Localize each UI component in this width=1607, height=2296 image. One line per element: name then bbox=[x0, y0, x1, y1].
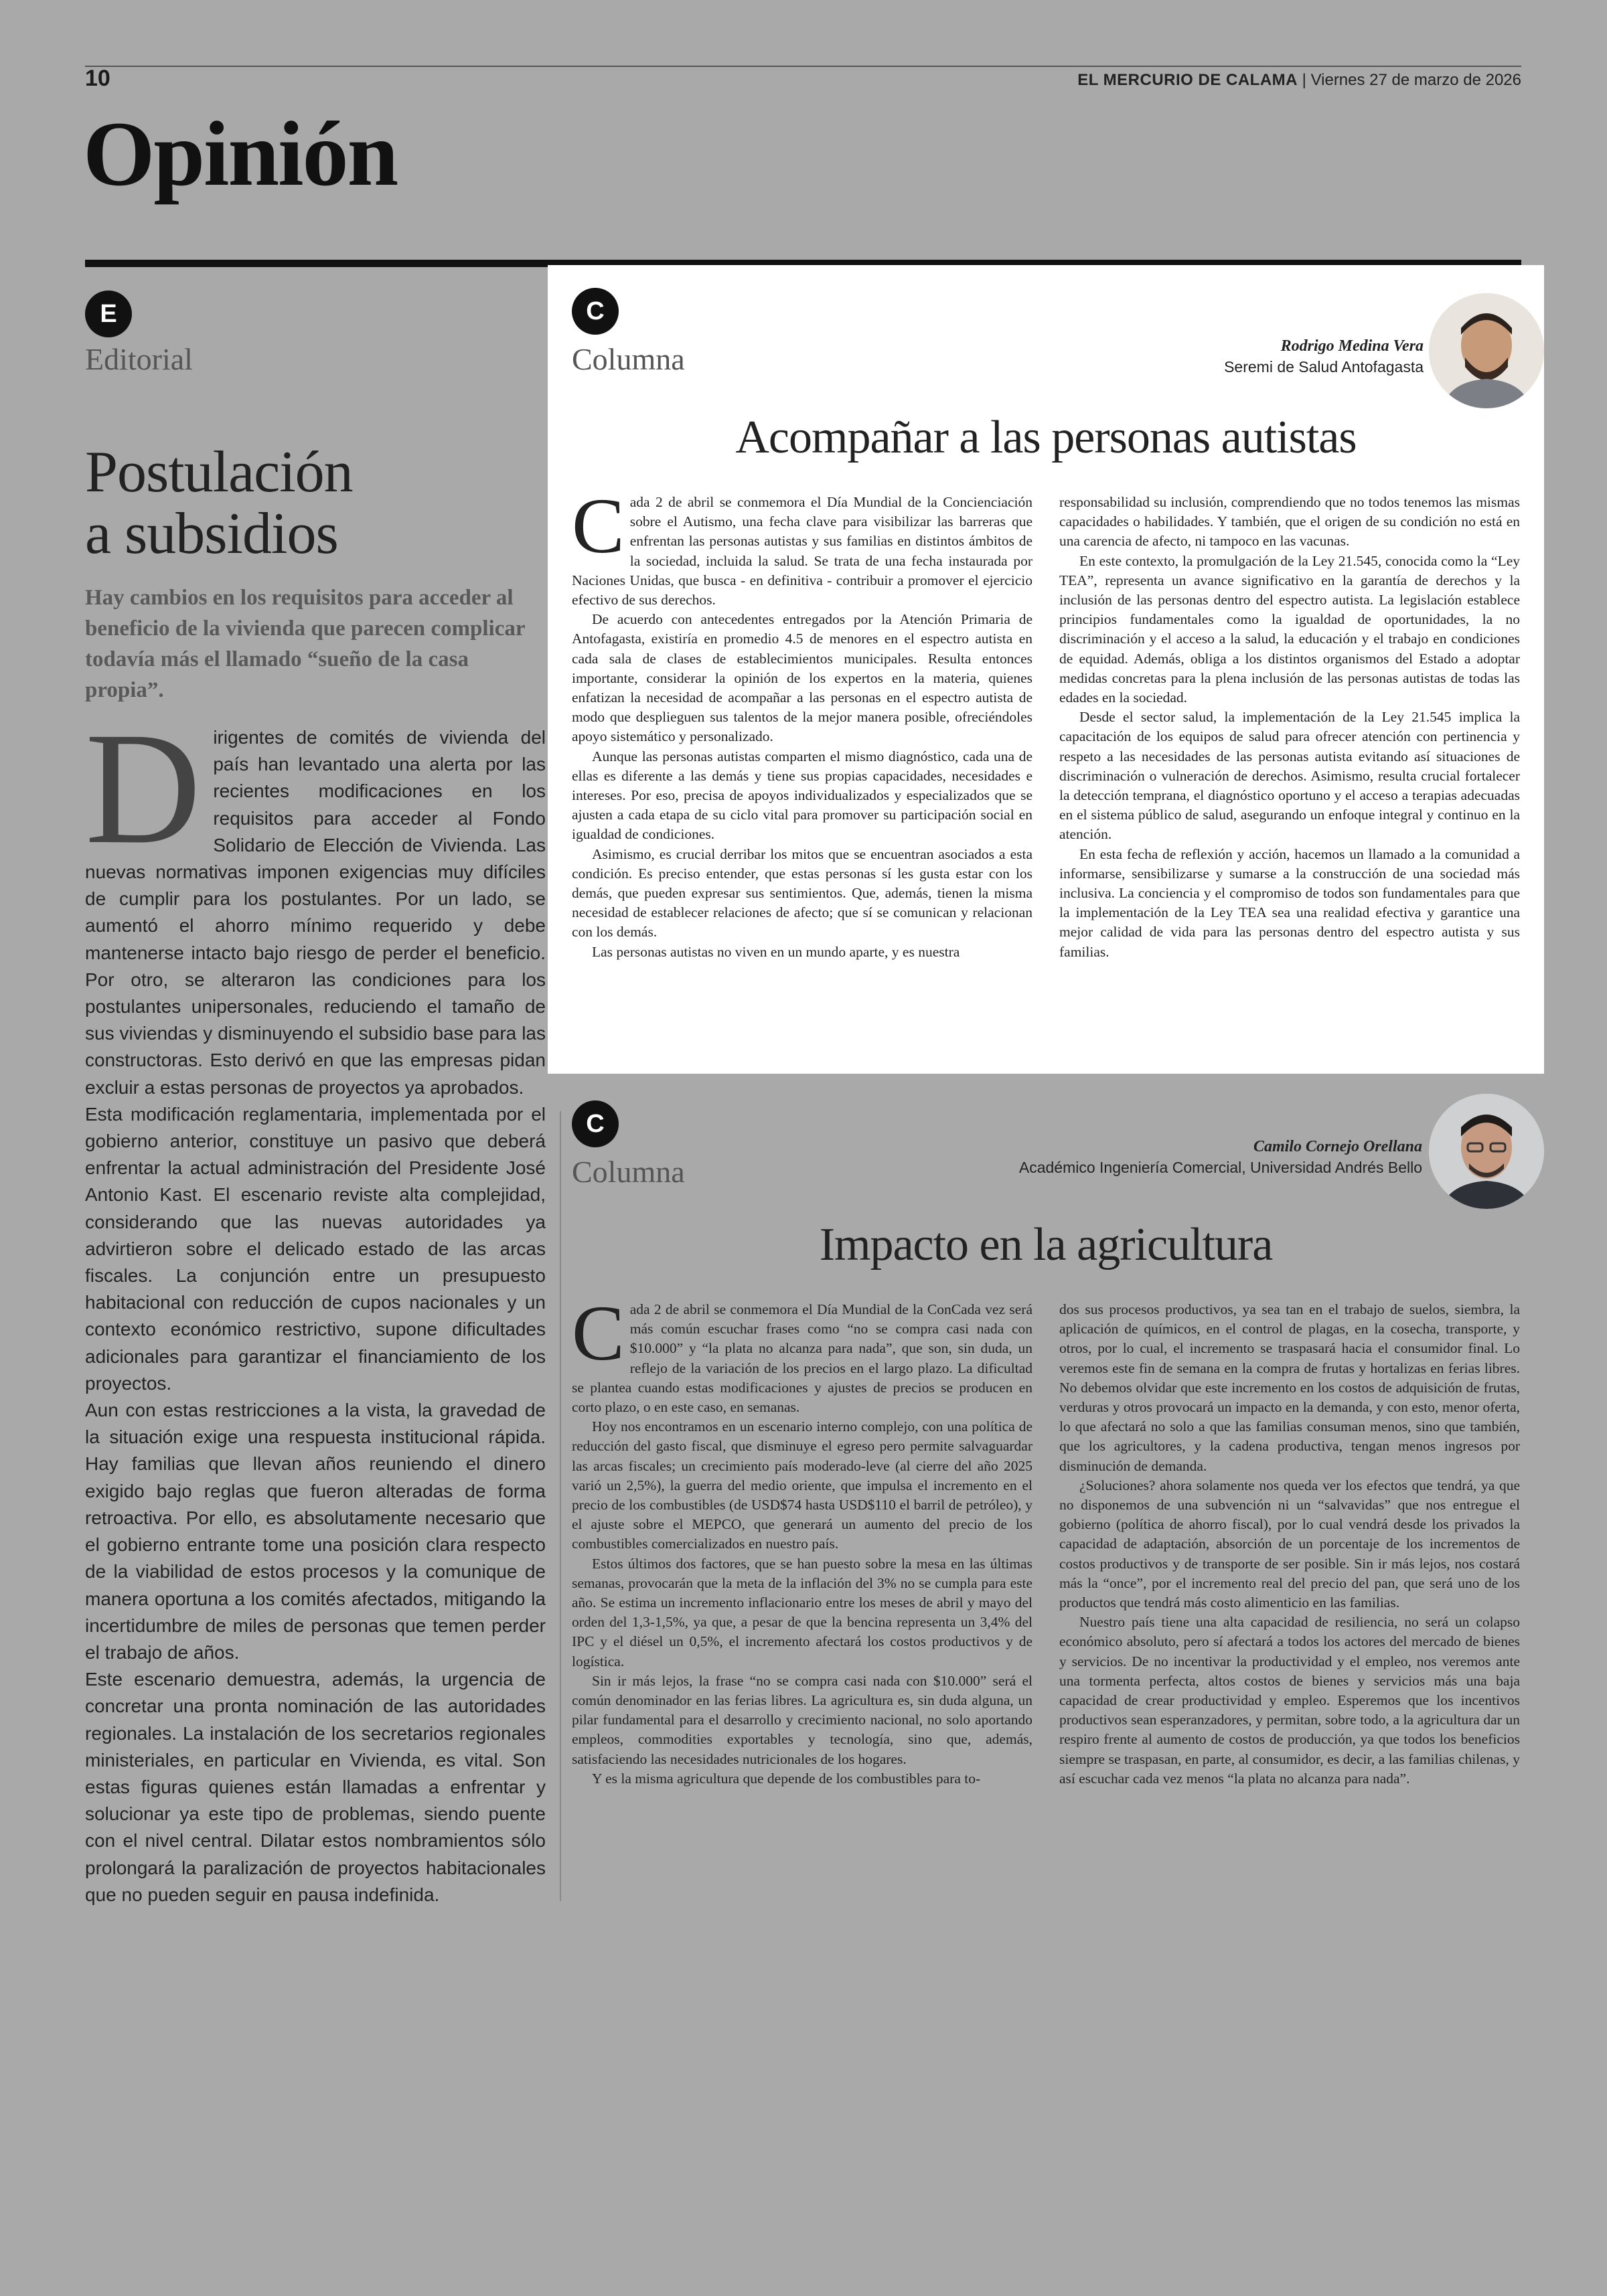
text-column-right bbox=[1059, 1300, 1520, 1789]
editorial-badge: E bbox=[85, 291, 132, 337]
editorial-kicker: Editorial bbox=[85, 342, 193, 376]
paragraph: ¿Soluciones? ahora solamente nos queda ver los efectos que tendrá, ya que no disponemos de una subvención ni un “salvavidas” que nos entregue el gobierno (política de ahorro fiscal), por lo cual vendrá desde los privados la capacidad de adaptación, absorción de un porcentaje de los incrementos de costos productivos y de transporte de ser posible. Sin ir más lejos, nos costará más la “once”, por el incremento real del precio del pan, que será uno de los productos que tendrá más costo alimenticio en las familias. bbox=[1059, 1477, 1520, 1611]
section-title: Opinión bbox=[83, 102, 398, 205]
editorial-paragraph: Esta modificación reglamentaria, implementada por el gobierno anterior, constituye un pasivo que deberá enfrentar la actual administración del Presidente José Antonio Kast. El escenario reviste alta complejidad, considerando que las nuevas autoridades ya advirtieron sobre el delicado estado de las arcas fiscales. La conjunción entre un presupuesto habitacional con reducción de cupos nacionales y un contexto económico restrictivo, supone dificultades adicionales para garantizar el financiamiento de los proyectos. bbox=[85, 1103, 546, 1394]
column-title: Impacto en la agricultura bbox=[819, 1219, 1273, 1270]
editorial-paragraph bbox=[85, 699, 546, 1101]
paragraph: Desde el sector salud, la implementación de la Ley 21.545 implica la capacitación de los equipos de salud para ofrecer atención con pertinencia y respeto a las necesidades de las personas autista evitando así situaciones de discriminación o vulneración de derechos. Asimismo, resulta crucial fortalecer la detección temprana, el diagnóstico oportuno y el acceso a terapias adecuadas en el sistema público de salud, asegurando un enfoque integral y continuo en la atención. bbox=[1059, 709, 1520, 843]
column-badge: C bbox=[572, 1100, 619, 1147]
paragraph-text: ada 2 de abril se conmemora el Día Mundial de la ConCada vez será más común escuchar frases como “no se compra casi nada con $10.000” y “la plata no alcanza para nada”, que son, sin duda, un reflejo de la variación de los precios en el largo plazo. La dificultad se plantea cuando estas modificaciones y ajustes de precios se producen en corto plazo, o en este caso, en semanas. bbox=[572, 1301, 1032, 1416]
column-badge: C bbox=[572, 288, 619, 335]
column-kicker: Columna bbox=[572, 342, 685, 376]
paragraph: Las personas autistas no viven en un mundo aparte, y es nuestra bbox=[592, 943, 960, 960]
paragraph bbox=[572, 482, 1032, 610]
column-kicker: Columna bbox=[572, 1155, 685, 1189]
author-avatar bbox=[1429, 293, 1544, 408]
paragraph: Sin ir más lejos, la frase “no se compra casi nada con $10.000” será el común denominador en las ferias libres. La agricultura es, sin duda alguna, un pilar fundamental para el desarrollo y crecimiento nacional, no solo aportando empleos, commodities exportables y tecnología, sino que, además, satisfaciendo las necesidades nutricionales de los hogares. bbox=[572, 1672, 1032, 1767]
author-avatar bbox=[1429, 1094, 1544, 1209]
paragraph: dos sus procesos productivos, ya sea tan en el trabajo de suelos, siembra, la aplicación de químicos, en el control de plagas, en la cosecha, transporte, y otros, por lo cual, el incremento se traspasará hacia el consumidor final. Lo veremos este fin de semana en la compra de frutas y hortalizas en ferias libres. No debemos olvidar que este incremento en los costos de adquisición de frutas, verduras y otros provocará un impacto en la demanda, y con esto, menor oferta, lo que afectará no solo a que las familias consuman menos, sino que también, que los agricultores, y la cadena productiva, tengan menos ingresos por disminución de demanda. bbox=[1059, 1301, 1520, 1474]
text-column-right bbox=[1059, 493, 1520, 962]
text-column-left bbox=[572, 482, 1032, 962]
paragraph: Nuestro país tiene una alta capacidad de resiliencia, no será un colapso económico absoluto, pero sí afectará a todos los actores del mercado de bienes y servicios. De no incentivar la productividad y el empleo, nos veremos ante una tormenta perfecta, altos costos de bienes y servicios más una baja capacidad de crear productividad y empleo. Esperemos que los incentivos productivos sean esperanzadores, y permitan, sobre todo, a la agricultura dar un respiro frente al aumento de costos de producción, ya que todos los beneficios siempre se traspasan, en parte, al consumidor, es decir, a las familias chilenas, y así escuchar cada vez menos “la plata no alcanza para nada”. bbox=[1059, 1614, 1520, 1787]
paragraph: Estos últimos dos factores, que se han puesto sobre la mesa en las últimas semanas, provocarán que la meta de la inflación del 3% no se cumpla para este año. Se estima un incremento inflacionario entre los meses de abril y mayo del orden del 1,3-1,5%, ya que, a pesar de que la bencina representa un 3,4% del IPC y el diésel un 0,5%, el incremento afectará los costos productivos y de logística. bbox=[572, 1555, 1032, 1669]
dropcap: C bbox=[572, 482, 625, 570]
paragraph: En este contexto, la promulgación de la Ley 21.545, conocida como la “Ley TEA”, representa un avance significativo en la garantía de derechos y la inclusión de las personas dentro del espectro autista. La legislación establece principios fundamentales como la igualdad de oportunidades, la no discriminación y el acceso a la salud, la educación y el trabajo en condiciones de equidad. Además, obliga a los distintos organismos del Estado a adoptar medidas concretas para la plena inclusión de las personas autistas de todas las edades en la sociedad. bbox=[1059, 552, 1520, 706]
column-text bbox=[572, 1289, 1520, 1789]
editorial-title-line2: a subsidios bbox=[85, 501, 338, 566]
paragraph: En esta fecha de reflexión y acción, hacemos un llamado a la comunidad a informarse, sensibilizarse y sumarse a la construcción de una sociedad más inclusiva. La conciencia y el compromiso de todos son fundamentales para que la implementación de la Ley TEA sea una realidad efectiva y garantice una mejor calidad de vida para las personas dentro del espectro autista y sus familias. bbox=[1059, 845, 1520, 960]
editorial-paragraph: Este escenario demuestra, además, la urgencia de concretar una pronta nominación de las autoridades regionales. La instalación de los secretarios regionales ministeriales, en particular en Vivienda, es vital. Son estas figuras quienes están llamadas a enfrentar y solucionar ya este tipo de problemas, siendo puente con el nivel central. Dilatar estos nombramientos sólo prolongará la paralización de proyectos habitacionales que no pueden seguir en pausa indefinida. bbox=[85, 1669, 546, 1905]
paragraph: De acuerdo con antecedentes entregados por la Atención Primaria de Antofagasta, existiría en promedio 4.5 de menores en el espectro autista en cada sala de clases de establecimientos municipales. Resulta entonces importante, considerar la opinión de los expertos en la materia, quienes enfatizan la necesidad de acompañar a las personas en el espectro autista de modo que desplieguen sus talentos de la mejor manera posible, ofreciéndoles apoyo sistemático y personalizado. bbox=[572, 611, 1032, 745]
author-name: Camilo Cornejo Orellana bbox=[1253, 1138, 1422, 1155]
paragraph bbox=[572, 1289, 1032, 1417]
author-role: Académico Ingeniería Comercial, Universidad Andrés Bello bbox=[1018, 1159, 1422, 1176]
header-rule bbox=[85, 66, 1521, 67]
paper-name: EL MERCURIO DE CALAMA bbox=[1077, 71, 1298, 89]
dropcap: C bbox=[572, 1289, 625, 1377]
column-article-agriculture bbox=[548, 1078, 1544, 1914]
editorial-body bbox=[85, 699, 546, 1908]
editorial-lead: Hay cambios en los requisitos para acceder al beneficio de la vivienda que parecen complicar todavía más el llamado “sueño de la casa propia”. bbox=[85, 586, 525, 702]
masthead-separator: | bbox=[1302, 71, 1311, 89]
author-block bbox=[1019, 1138, 1422, 1179]
paragraph: Aunque las personas autistas comparten el mismo diagnóstico, cada una de ellas es diferente a las demás y tiene sus propias capacidades, necesidades e intereses. Por eso, precisa de apoyos individualizados y especializados que se ajusten a cada etapa de su ciclo vital para promover su participación social en igualdad de condiciones. bbox=[572, 748, 1032, 843]
paragraph: Asimismo, es crucial derribar los mitos que se encuentran asociados a esta condición. Es preciso entender, que estas personas sí les gusta estar con los demás, que pueden expresar sus sentimientos. Que, además, tienen la misma necesidad de establecer relaciones de afecto; que sí se comunican y relacionan con los demás. bbox=[572, 845, 1032, 940]
text-column-left bbox=[572, 1289, 1032, 1789]
paragraph: Hoy nos encontramos en un escenario interno complejo, con una política de reducción del gasto fiscal, que disminuye el egreso pero permite salvaguardar las arcas fiscales; un crecimiento país moderado-leve (al cierre del año 2025 varió un 2,5%), la guerra del medio oriente, que impulsa el incremento en el precio de los combustibles (de USD$74 hasta USD$110 el barril de petróleo), y el ajuste sobre el MEPCO, que generará un aumento del precio de los combustibles comercializados en nuestro país. bbox=[572, 1418, 1032, 1552]
page-number: 10 bbox=[85, 66, 110, 91]
author-block bbox=[1224, 337, 1424, 378]
masthead bbox=[1077, 71, 1521, 90]
paragraph: responsabilidad su inclusión, comprendiendo que no todos tenemos las mismas capacidades o habilidades. Y también, que el origen de su condición no está en una carencia de afecto, ni tampoco en las vacunas. bbox=[1059, 494, 1520, 550]
paragraph-text: irigentes de comités de vivienda del país han levantado una alerta por las recientes modificaciones en los requisitos para acceder al Fondo Solidario de Elección de Vivienda. Las nuevas normativas imponen exigencias muy difíciles de cumplir para los postulantes. Por un lado, se aumentó el ahorro mínimo requerido y debe mantenerse intacto bajo riesgo de perder el beneficio. Por otro, se alteraron las condiciones para los postulantes unipersonales, reduciendo el tamaño de sus viviendas y disminuyendo el subsidio base para las constructoras. Esto derivó en que las empresas pidan excluir a estas personas de proyectos ya aprobados. bbox=[85, 727, 546, 1098]
paragraph: Y es la misma agricultura que depende de los combustibles para to- bbox=[592, 1770, 981, 1787]
column-title: Acompañar a las personas autistas bbox=[735, 412, 1357, 463]
column-text bbox=[572, 482, 1520, 962]
editorial-title bbox=[85, 442, 554, 565]
issue-date: Viernes 27 de marzo de 2026 bbox=[1310, 71, 1521, 89]
column-article-autism bbox=[548, 265, 1544, 1074]
editorial-dropcap: D bbox=[85, 699, 202, 877]
paragraph-text: ada 2 de abril se conmemora el Día Mundial de la Concienciación sobre el Autismo, una fecha clave para visibilizar las barreras que enfrentan las personas autistas y sus familias en distintos ámbitos de la sociedad, incluida la salud. Se trata de una fecha instaurada por Naciones Unidas, que busca - en definitiva - contribuir a promover el ejercicio efectivo de sus derechos. bbox=[572, 494, 1032, 608]
editorial-paragraph: Aun con estas restricciones a la vista, la gravedad de la situación exige una respuesta institucional rápida. Hay familias que llevan años reuniendo el dinero exigido bajo reglas que fueron alteradas de forma retroactiva. Por ello, es absolutamente necesario que el gobierno entrante tome una posición clara respecto de la viabilidad de estos procesos y la comunique de manera oportuna a los comités afectados, mitigando la incertidumbre de miles de personas que temen perder el trabajo de años. bbox=[85, 1400, 546, 1663]
author-role: Seremi de Salud Antofagasta bbox=[1224, 358, 1424, 376]
editorial-title-line1: Postulación bbox=[85, 440, 353, 505]
author-name: Rodrigo Medina Vera bbox=[1280, 337, 1424, 355]
